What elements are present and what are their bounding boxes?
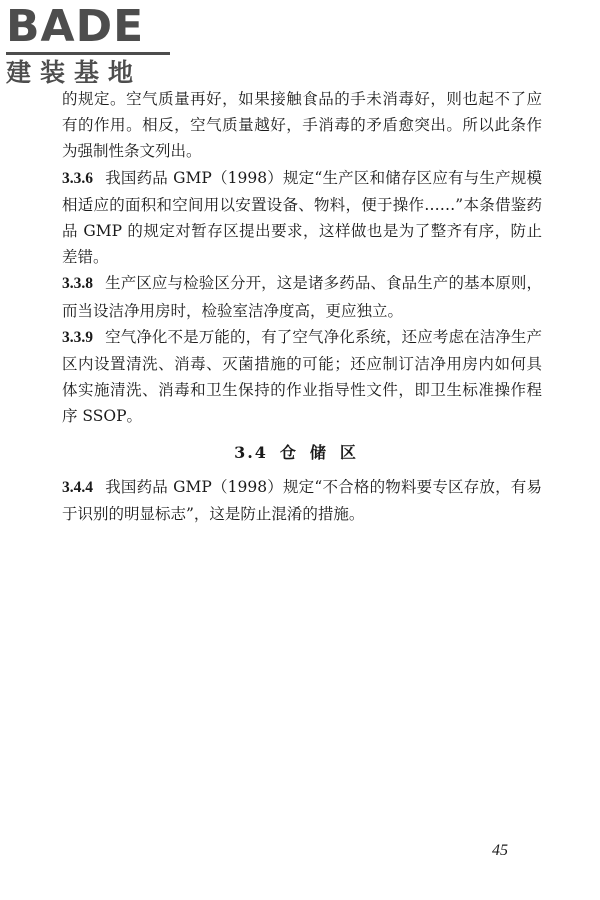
clause-paragraph: [62, 270, 542, 323]
paragraph-text: 空气净化不是万能的，有了空气净化系统，还应考虑在洁净生产区内设置清洗、消毒、灭菌措施的可能；还应制订洁净用房内如何具体实施清洗、消毒和卫生保持的作业指导性文件，即卫生标准操作程序 SSOP。: [62, 327, 542, 426]
page-number: 45: [492, 842, 508, 859]
logo-wordmark: BADE: [6, 1, 145, 52]
logo-rule: [6, 52, 170, 55]
logo: [6, 1, 176, 87]
section-title: 仓储区: [279, 442, 370, 462]
clause-number: 3.3.9: [62, 328, 93, 346]
paragraph-continuation: [62, 86, 542, 165]
paragraph-text: 的规定。空气质量再好，如果接触食品的手未消毒好，则也起不了应有的作用。相反，空气质量越好，手消毒的矛盾愈突出。所以此条作为强制性条文列出。: [62, 90, 542, 161]
paragraph-text: 我国药品 GMP（1998）规定“不合格的物料要专区存放，有易于识别的明显标志”，这是防止混淆的措施。: [62, 477, 542, 523]
paragraph-text: 我国药品 GMP（1998）规定“生产区和储存区应有与生产规模相适应的面积和空间用以安置设备、物料，便于操作……”本条借鉴药品 GMP 的规定对暂存区提出要求，这样做也是为了整齐有序，防止差错。: [62, 168, 542, 267]
clause-paragraph: [62, 474, 542, 527]
clause-paragraph: [62, 165, 542, 271]
section-number: 3.4: [234, 442, 268, 462]
section-heading: [62, 440, 542, 466]
logo-subtitle: 建装基地: [6, 58, 143, 87]
clause-number: 3.3.6: [62, 169, 93, 187]
clause-number: 3.3.8: [62, 275, 93, 293]
clause-paragraph: [62, 324, 542, 430]
paragraph-text: 生产区应与检验区分开，这是诸多药品、食品生产的基本原则，而当设洁净用房时，检验室洁净度高，更应独立。: [62, 274, 542, 320]
page-body: [62, 86, 542, 527]
clause-number: 3.4.4: [62, 478, 93, 496]
